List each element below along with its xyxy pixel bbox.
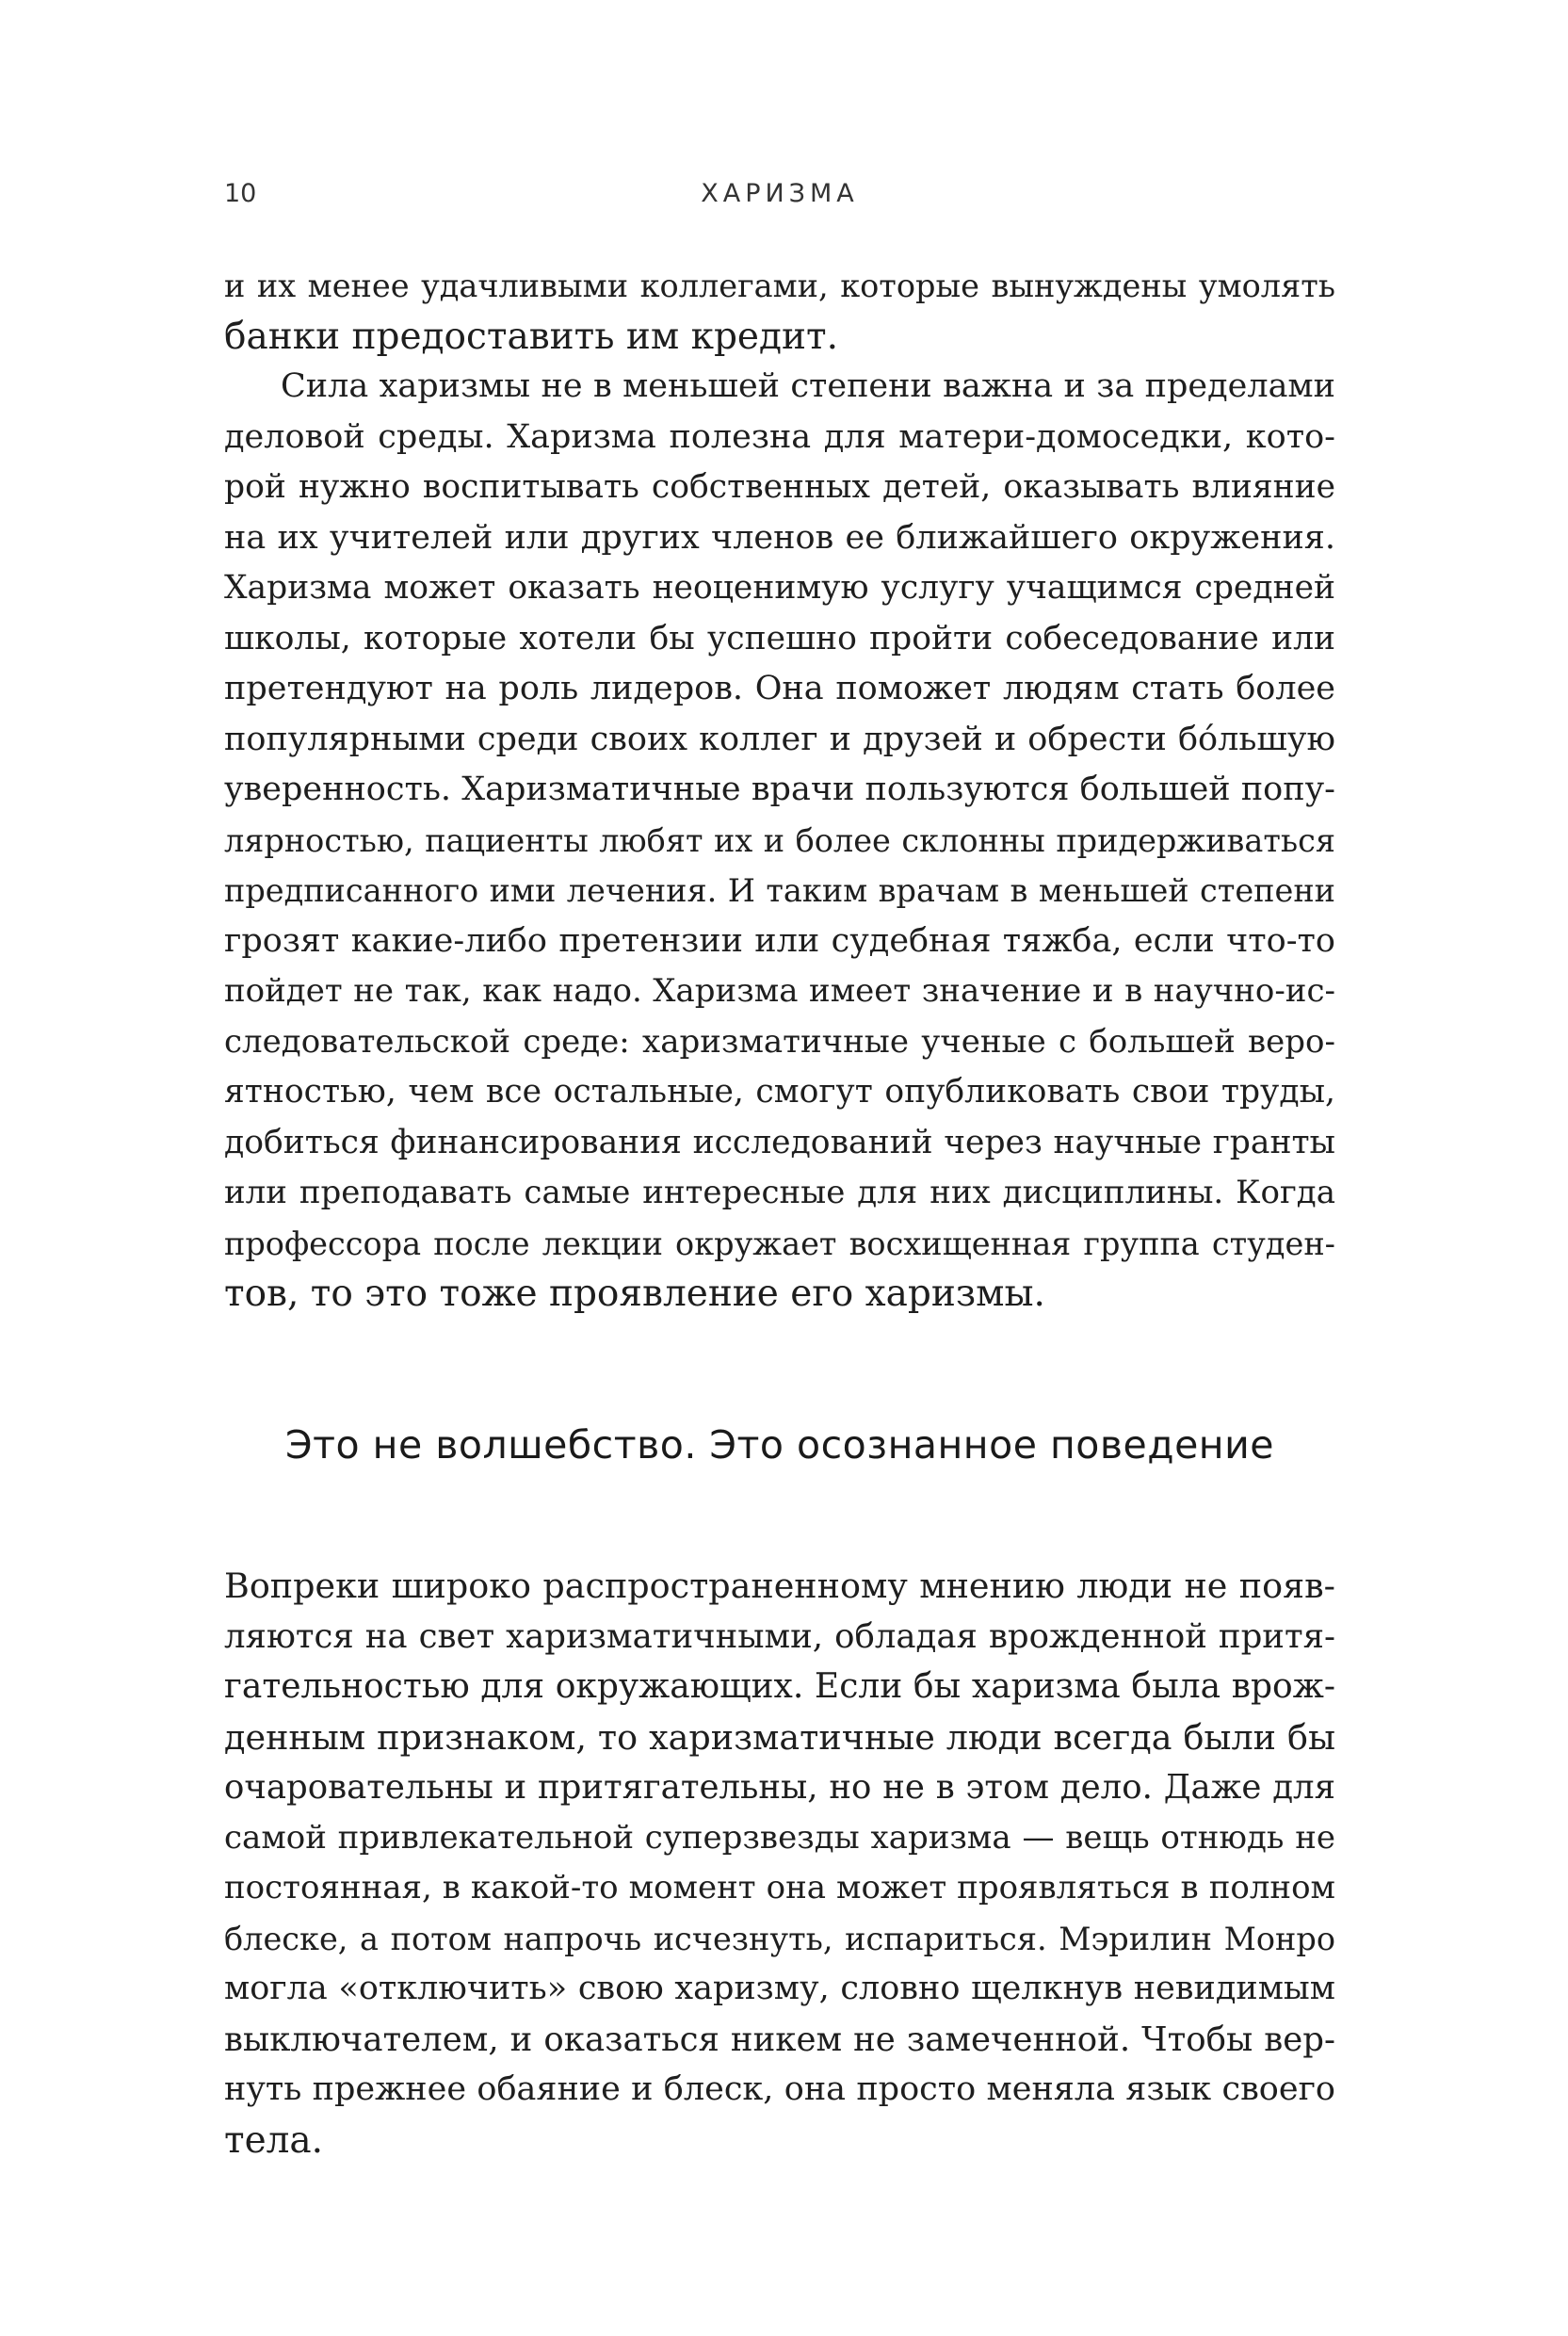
body-text-top bbox=[224, 261, 1335, 1320]
text-line: популярными среди своих коллег и друзей и обрести бóльшую bbox=[224, 720, 1335, 758]
text-line: блеске, а потом напрочь исчезнуть, испариться. Мэрилин Монро bbox=[224, 1920, 1335, 1957]
text-line: деловой среды. Харизма полезна для матери-домоседки, кото- bbox=[224, 417, 1335, 456]
text-line: и их менее удачливыми коллегами, которые вынуждены умолять bbox=[224, 268, 1335, 304]
text-line: Харизма может оказать неоценимую услугу учащимся средней bbox=[224, 569, 1335, 607]
text-line: нуть прежнее обаяние и блеск, она просто меняла язык своего bbox=[224, 2070, 1335, 2108]
text-line: грозят какие-либо претензии или судебная тяжба, если что-то bbox=[224, 921, 1335, 960]
text-line: школы, которые хотели бы успешно пройти собеседование или bbox=[224, 619, 1335, 657]
text-line: Сила харизмы не в меньшей степени важна и за пределами bbox=[281, 367, 1335, 405]
text-line: рой нужно воспитывать собственных детей, оказывать влияние bbox=[224, 468, 1335, 506]
body-text-bottom bbox=[224, 1561, 1335, 2166]
text-line: пойдет не так, как надо. Харизма имеет значение и в научно-ис- bbox=[224, 972, 1335, 1010]
text-line: на их учителей или других членов ее ближайшего окружения. bbox=[224, 518, 1335, 557]
text-line: добиться финансирования исследований через научные гранты bbox=[224, 1123, 1335, 1161]
text-line: банки предоставить им кредит. bbox=[224, 315, 838, 358]
text-line: профессора после лекции окружает восхищенная группа студен- bbox=[224, 1225, 1335, 1262]
text-line: самой привлекательной суперзвезды харизма — вещь отнюдь не bbox=[224, 1818, 1335, 1857]
text-line: ятностью, чем все остальные, смогут опубликовать свои труды, bbox=[224, 1073, 1335, 1111]
text-line: претендуют на роль лидеров. Она поможет людям стать более bbox=[224, 670, 1335, 707]
page-number: 10 bbox=[224, 179, 257, 208]
text-line: следовательской среде: харизматичные ученые с большей веро- bbox=[224, 1022, 1335, 1061]
text-line: тов, то это тоже проявление его харизмы. bbox=[224, 1273, 1045, 1315]
text-line: предписанного ими лечения. И таким врачам в меньшей степени bbox=[224, 872, 1335, 909]
text-line: очаровательны и притягательны, но не в этом дело. Даже для bbox=[224, 1768, 1335, 1807]
text-line: выключателем, и оказаться никем не замеченной. Чтобы вер- bbox=[224, 2020, 1335, 2059]
text-line: денным признаком, то харизматичные люди всегда были бы bbox=[224, 1716, 1335, 1758]
text-line: лярностью, пациенты любят их и более склонны придерживаться bbox=[224, 821, 1335, 859]
text-line: постоянная, в какой-то момент она может проявляться в полном bbox=[224, 1869, 1335, 1906]
section-heading: Это не волшебство. Это осознанное поведение bbox=[285, 1422, 1274, 1468]
text-line: Вопреки широко распространенному мнению люди не появ- bbox=[224, 1565, 1335, 1606]
text-line: или преподавать самые интересные для них дисциплины. Когда bbox=[224, 1174, 1335, 1211]
running-head bbox=[224, 179, 1335, 217]
text-line: тела. bbox=[224, 2118, 324, 2162]
running-title: ХАРИЗМА bbox=[701, 179, 859, 208]
text-line: гательностью для окружающих. Если бы харизма была врож- bbox=[224, 1667, 1335, 1706]
text-line: ляются на свет харизматичными, обладая врожденной притя- bbox=[224, 1616, 1335, 1656]
text-line: могла «отключить» свою харизму, словно щелкнув невидимым bbox=[224, 1970, 1335, 2007]
text-line: уверенность. Харизматичные врачи пользуются большей попу- bbox=[224, 771, 1335, 808]
